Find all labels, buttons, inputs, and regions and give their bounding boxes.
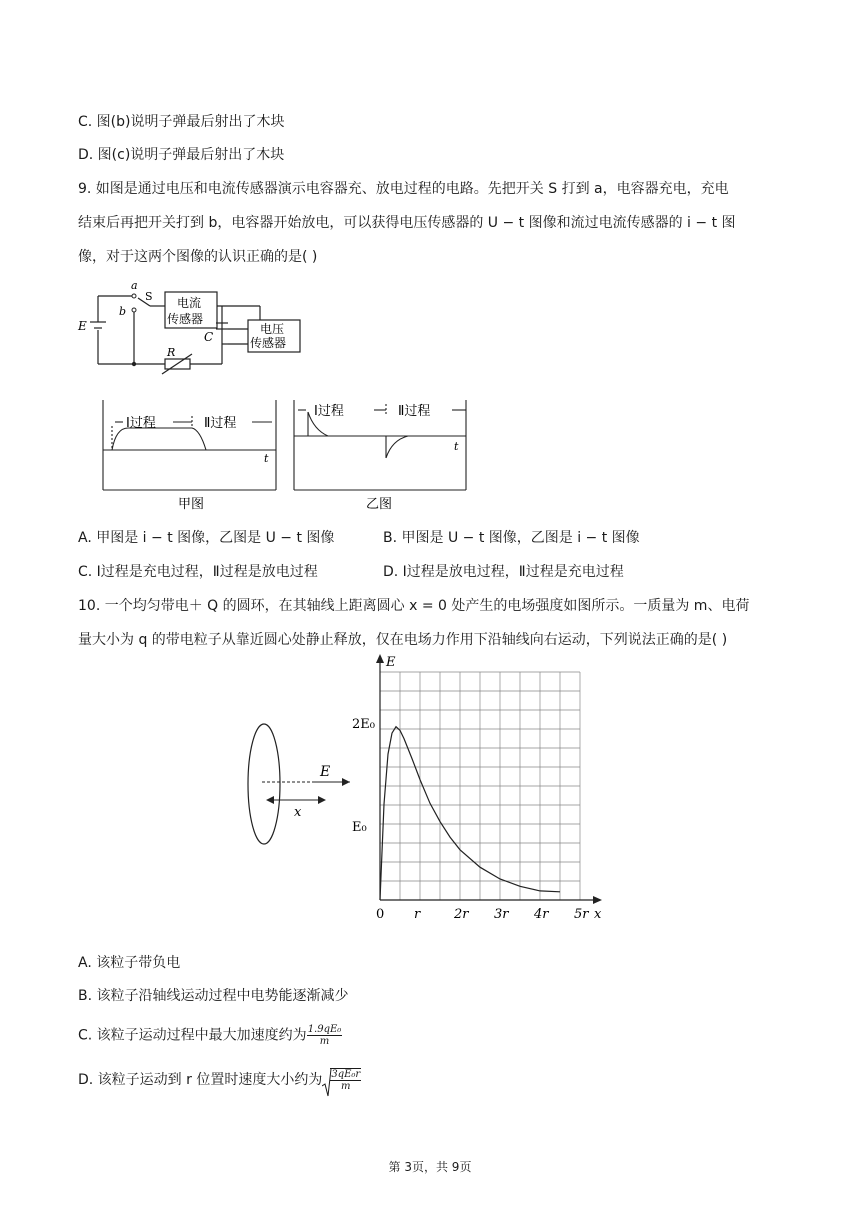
current-sensor-line2: 传感器 xyxy=(167,312,204,326)
yi-process-2: Ⅱ过程 xyxy=(398,404,431,419)
q9-option-a: A. 甲图是 i − t 图像，乙图是 U − t 图像 xyxy=(78,530,335,546)
fraction-c xyxy=(307,1024,343,1047)
q9-line-3: 像，对于这两个图像的认识正确的是( ) xyxy=(78,249,318,265)
y-tick-label: E₀ xyxy=(352,820,367,836)
y-axis-arrow xyxy=(376,654,384,663)
label-switch: S xyxy=(145,290,153,303)
x-axis-arrow xyxy=(593,896,602,904)
ring-x-label: x xyxy=(294,805,302,820)
x-axis-label: x xyxy=(594,907,602,922)
voltage-sensor-line1: 电压 xyxy=(260,322,285,336)
label-resistor: R xyxy=(167,346,176,359)
yi-process-1: Ⅰ过程 xyxy=(314,404,344,419)
q10-line-2: 量大小为 q 的带电粒子从靠近圆心处静止释放，仅在电场力作用下沿轴线向右运动，下列说法正确的是( ) xyxy=(78,632,728,648)
q10-option-d-text: D. 该粒子运动到 r 位置时速度大小约为 xyxy=(78,1072,323,1088)
graph-yi xyxy=(288,396,470,514)
fraction-d-den: m xyxy=(341,1081,351,1092)
jia-t-axis: t xyxy=(264,452,269,465)
graph-jia xyxy=(98,396,280,514)
q9-option-b: B. 甲图是 U − t 图像，乙图是 i − t 图像 xyxy=(383,530,640,546)
q9-line-1: 9. 如图是通过电压和电流传感器演示电容器充、放电过程的电路。先把开关 S 打到 a，电容器充电，充电 xyxy=(78,181,729,197)
option-c-prev: C. 图(b)说明子弹最后射出了木块 xyxy=(78,114,285,130)
fraction-c-den: m xyxy=(319,1036,330,1047)
e-x-chart xyxy=(340,652,620,924)
q10-option-d xyxy=(78,1068,361,1092)
current-sensor-line1: 电流 xyxy=(177,296,202,310)
x-tick-label: 2r xyxy=(454,907,469,922)
q10-option-a: A. 该粒子带负电 xyxy=(78,955,181,971)
fraction-c-num: 1.9qE₀ xyxy=(307,1024,342,1035)
yi-t-axis: t xyxy=(454,440,459,453)
label-emf: E xyxy=(78,319,87,333)
series-line xyxy=(380,727,560,900)
q9-option-d: D. Ⅰ过程是放电过程，Ⅱ过程是充电过程 xyxy=(383,564,624,580)
label-a: a xyxy=(131,279,138,292)
x-tick-label: 3r xyxy=(494,907,509,922)
jia-process-2: Ⅱ过程 xyxy=(204,416,237,431)
circuit-diagram xyxy=(70,278,330,378)
yi-label: 乙图 xyxy=(366,497,393,512)
x-tick-label: 5r xyxy=(574,907,589,922)
ring-e-label: E xyxy=(320,764,331,780)
y-tick-label: 2E₀ xyxy=(352,717,375,733)
jia-process-1: Ⅰ过程 xyxy=(126,416,156,431)
label-capacitor: C xyxy=(204,330,214,344)
x-tick-label: r xyxy=(414,907,421,922)
page-footer: 第 3页，共 9页 xyxy=(388,1160,472,1174)
y-axis-label: E xyxy=(386,655,396,670)
q10-option-b: B. 该粒子沿轴线运动过程中电势能逐渐减少 xyxy=(78,988,349,1004)
x-tick-label: 4r xyxy=(534,907,549,922)
q10-option-c-text: C. 该粒子运动过程中最大加速度约为 xyxy=(78,1027,307,1044)
voltage-sensor-line2: 传感器 xyxy=(250,336,287,350)
jia-label: 甲图 xyxy=(178,497,205,512)
option-d-prev: D. 图(c)说明子弹最后射出了木块 xyxy=(78,147,285,163)
x-tick-label: 0 xyxy=(376,907,385,922)
q10-line-1: 10. 一个均匀带电＋ Q 的圆环，在其轴线上距离圆心 x = 0 处产生的电场强度如图所示。一质量为 m、电荷 xyxy=(78,598,750,614)
q10-option-c xyxy=(78,1024,342,1047)
sqrt-d xyxy=(322,1068,361,1092)
q9-option-c: C. Ⅰ过程是充电过程，Ⅱ过程是放电过程 xyxy=(78,564,318,580)
fraction-d-num: 3qE₀r xyxy=(331,1069,361,1080)
q9-line-2: 结束后再把开关打到 b，电容器开始放电，可以获得电压传感器的 U − t 图像和流过电流传感器的 i − t 图 xyxy=(78,215,736,231)
fraction-d xyxy=(330,1069,361,1092)
label-b: b xyxy=(119,305,127,318)
